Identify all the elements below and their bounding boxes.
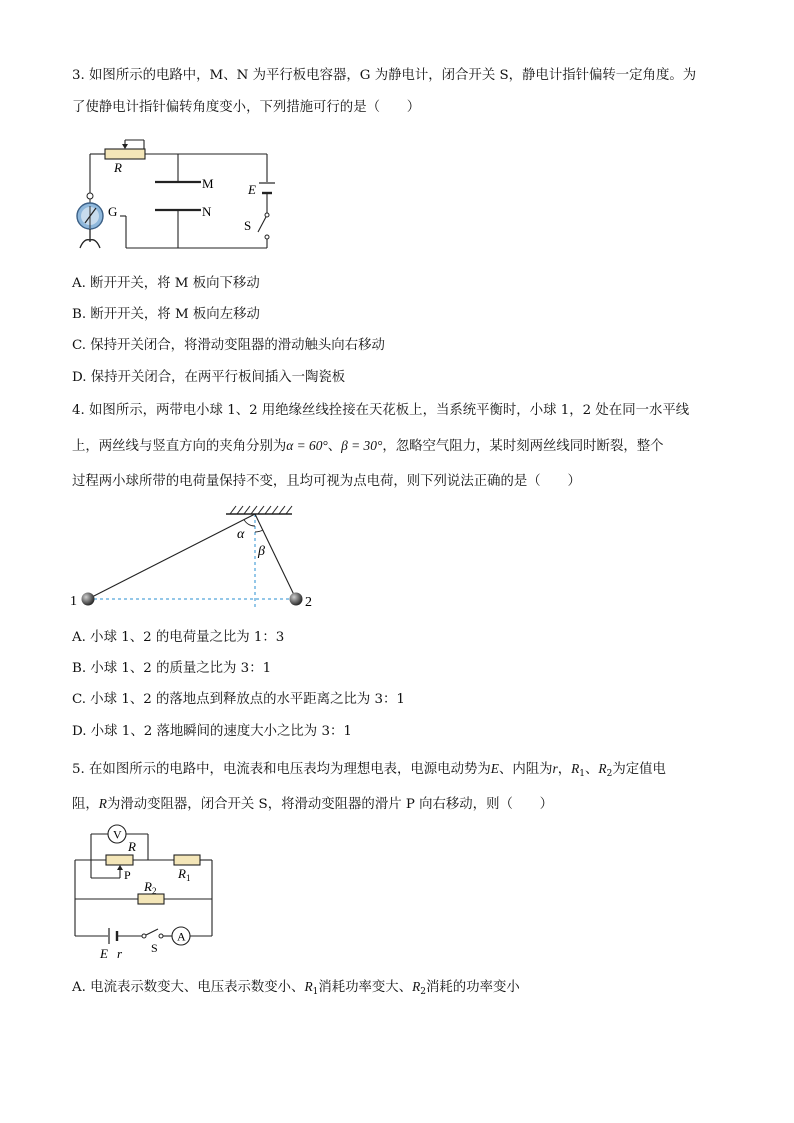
- q5-label-p: P: [124, 868, 131, 882]
- q5-circuit-figure: [62, 822, 232, 960]
- q5-stem-line1: 5. 在如图所示的电路中，电流表和电压表均为理想电表，电源电动势为E、内阻为r，$R_1$、$R_2$为定值电: [72, 761, 666, 779]
- q4-label-ball2: 2: [305, 595, 312, 610]
- q4-pendulum-figure: [66, 500, 326, 615]
- q3-circuit-figure: [60, 130, 280, 262]
- q3-option-b: B. 断开开关，将 M 板向左移动: [72, 307, 260, 322]
- q3-electroscope-g: [77, 193, 103, 248]
- q5-option-a: A. 电流表示数变大、电压表示数变小、$R_1$消耗功率变大、$R_2$消耗的功率变小: [72, 979, 520, 997]
- q4-ball-2: [290, 593, 303, 606]
- q3-label-g: G: [108, 204, 118, 219]
- q5-label-r-internal: r: [117, 946, 123, 960]
- q4-option-c: C. 小球 1、2 的落地点到释放点的水平距离之比为 3：1: [72, 692, 405, 707]
- q3-label-s: S: [244, 218, 252, 233]
- q5-switch-s: [159, 934, 163, 938]
- q5-stem-line2: 阻，R为滑动变阻器，闭合开关 S，将滑动变阻器的滑片 P 向右移动，则（ ）: [72, 796, 554, 812]
- q5-rheostat-r: [106, 855, 133, 865]
- q4-option-a: A. 小球 1、2 的电荷量之比为 1：3: [72, 630, 285, 645]
- q3-option-d: D. 保持开关闭合，在两平行板间插入一陶瓷板: [72, 370, 346, 385]
- q4-label-beta: β: [258, 544, 265, 559]
- q5-resistor-r1: [174, 855, 200, 865]
- q3-label-r: R: [114, 160, 122, 175]
- q5-label-r1: $R_1$: [178, 866, 191, 883]
- q4-stem-line2: 上，两丝线与竖直方向的夹角分别为α = 60°、β = 30°，忽略空气阻力，某时刻两丝线同时断裂，整个: [72, 438, 664, 454]
- q5-label-a: A: [177, 929, 186, 944]
- q5-label-e: E: [100, 946, 108, 960]
- q4-stem-line1: 4. 如图所示，两带电小球 1、2 用绝缘丝线拴接在天花板上，当系统平衡时，小球 1，2 处在同一水平线: [72, 403, 690, 418]
- q4-ball-1: [82, 593, 95, 606]
- q3-option-c: C. 保持开关闭合，将滑动变阻器的滑动触头向右移动: [72, 338, 385, 353]
- q4-label-alpha: α: [237, 527, 245, 542]
- q5-label-v: V: [113, 827, 122, 842]
- q5-label-s: S: [151, 941, 158, 955]
- q3-label-m: M: [202, 176, 214, 191]
- q3-label-e: E: [248, 182, 256, 197]
- q3-option-a: A. 断开开关，将 M 板向下移动: [72, 276, 260, 291]
- q4-option-d: D. 小球 1、2 落地瞬间的速度大小之比为 3：1: [72, 724, 352, 739]
- q4-beta-equation: β = 30°: [341, 438, 383, 453]
- q4-alpha-equation: α = 60°: [286, 438, 328, 453]
- q5-label-r2: $R_2$: [144, 879, 157, 896]
- q5-label-r: R: [128, 839, 136, 854]
- q3-switch-s: [265, 235, 269, 239]
- q4-option-b: B. 小球 1、2 的质量之比为 3：1: [72, 661, 272, 676]
- q3-label-n: N: [202, 204, 212, 219]
- q3-stem-line2: 了使静电计指针偏转角度变小，下列措施可行的是（ ）: [72, 100, 421, 115]
- q4-label-ball1: 1: [70, 594, 77, 609]
- q4-string-1: [88, 514, 255, 599]
- q3-stem-line1: 3. 如图所示的电路中，M、N 为平行板电容器，G 为静电计，闭合开关 S，静电计指针偏转一定角度。为: [72, 68, 697, 83]
- q3-resistor-r: [105, 149, 145, 159]
- q4-stem-line3: 过程两小球所带的电荷量保持不变，且均可视为点电荷，则下列说法正确的是（ ）: [72, 474, 581, 489]
